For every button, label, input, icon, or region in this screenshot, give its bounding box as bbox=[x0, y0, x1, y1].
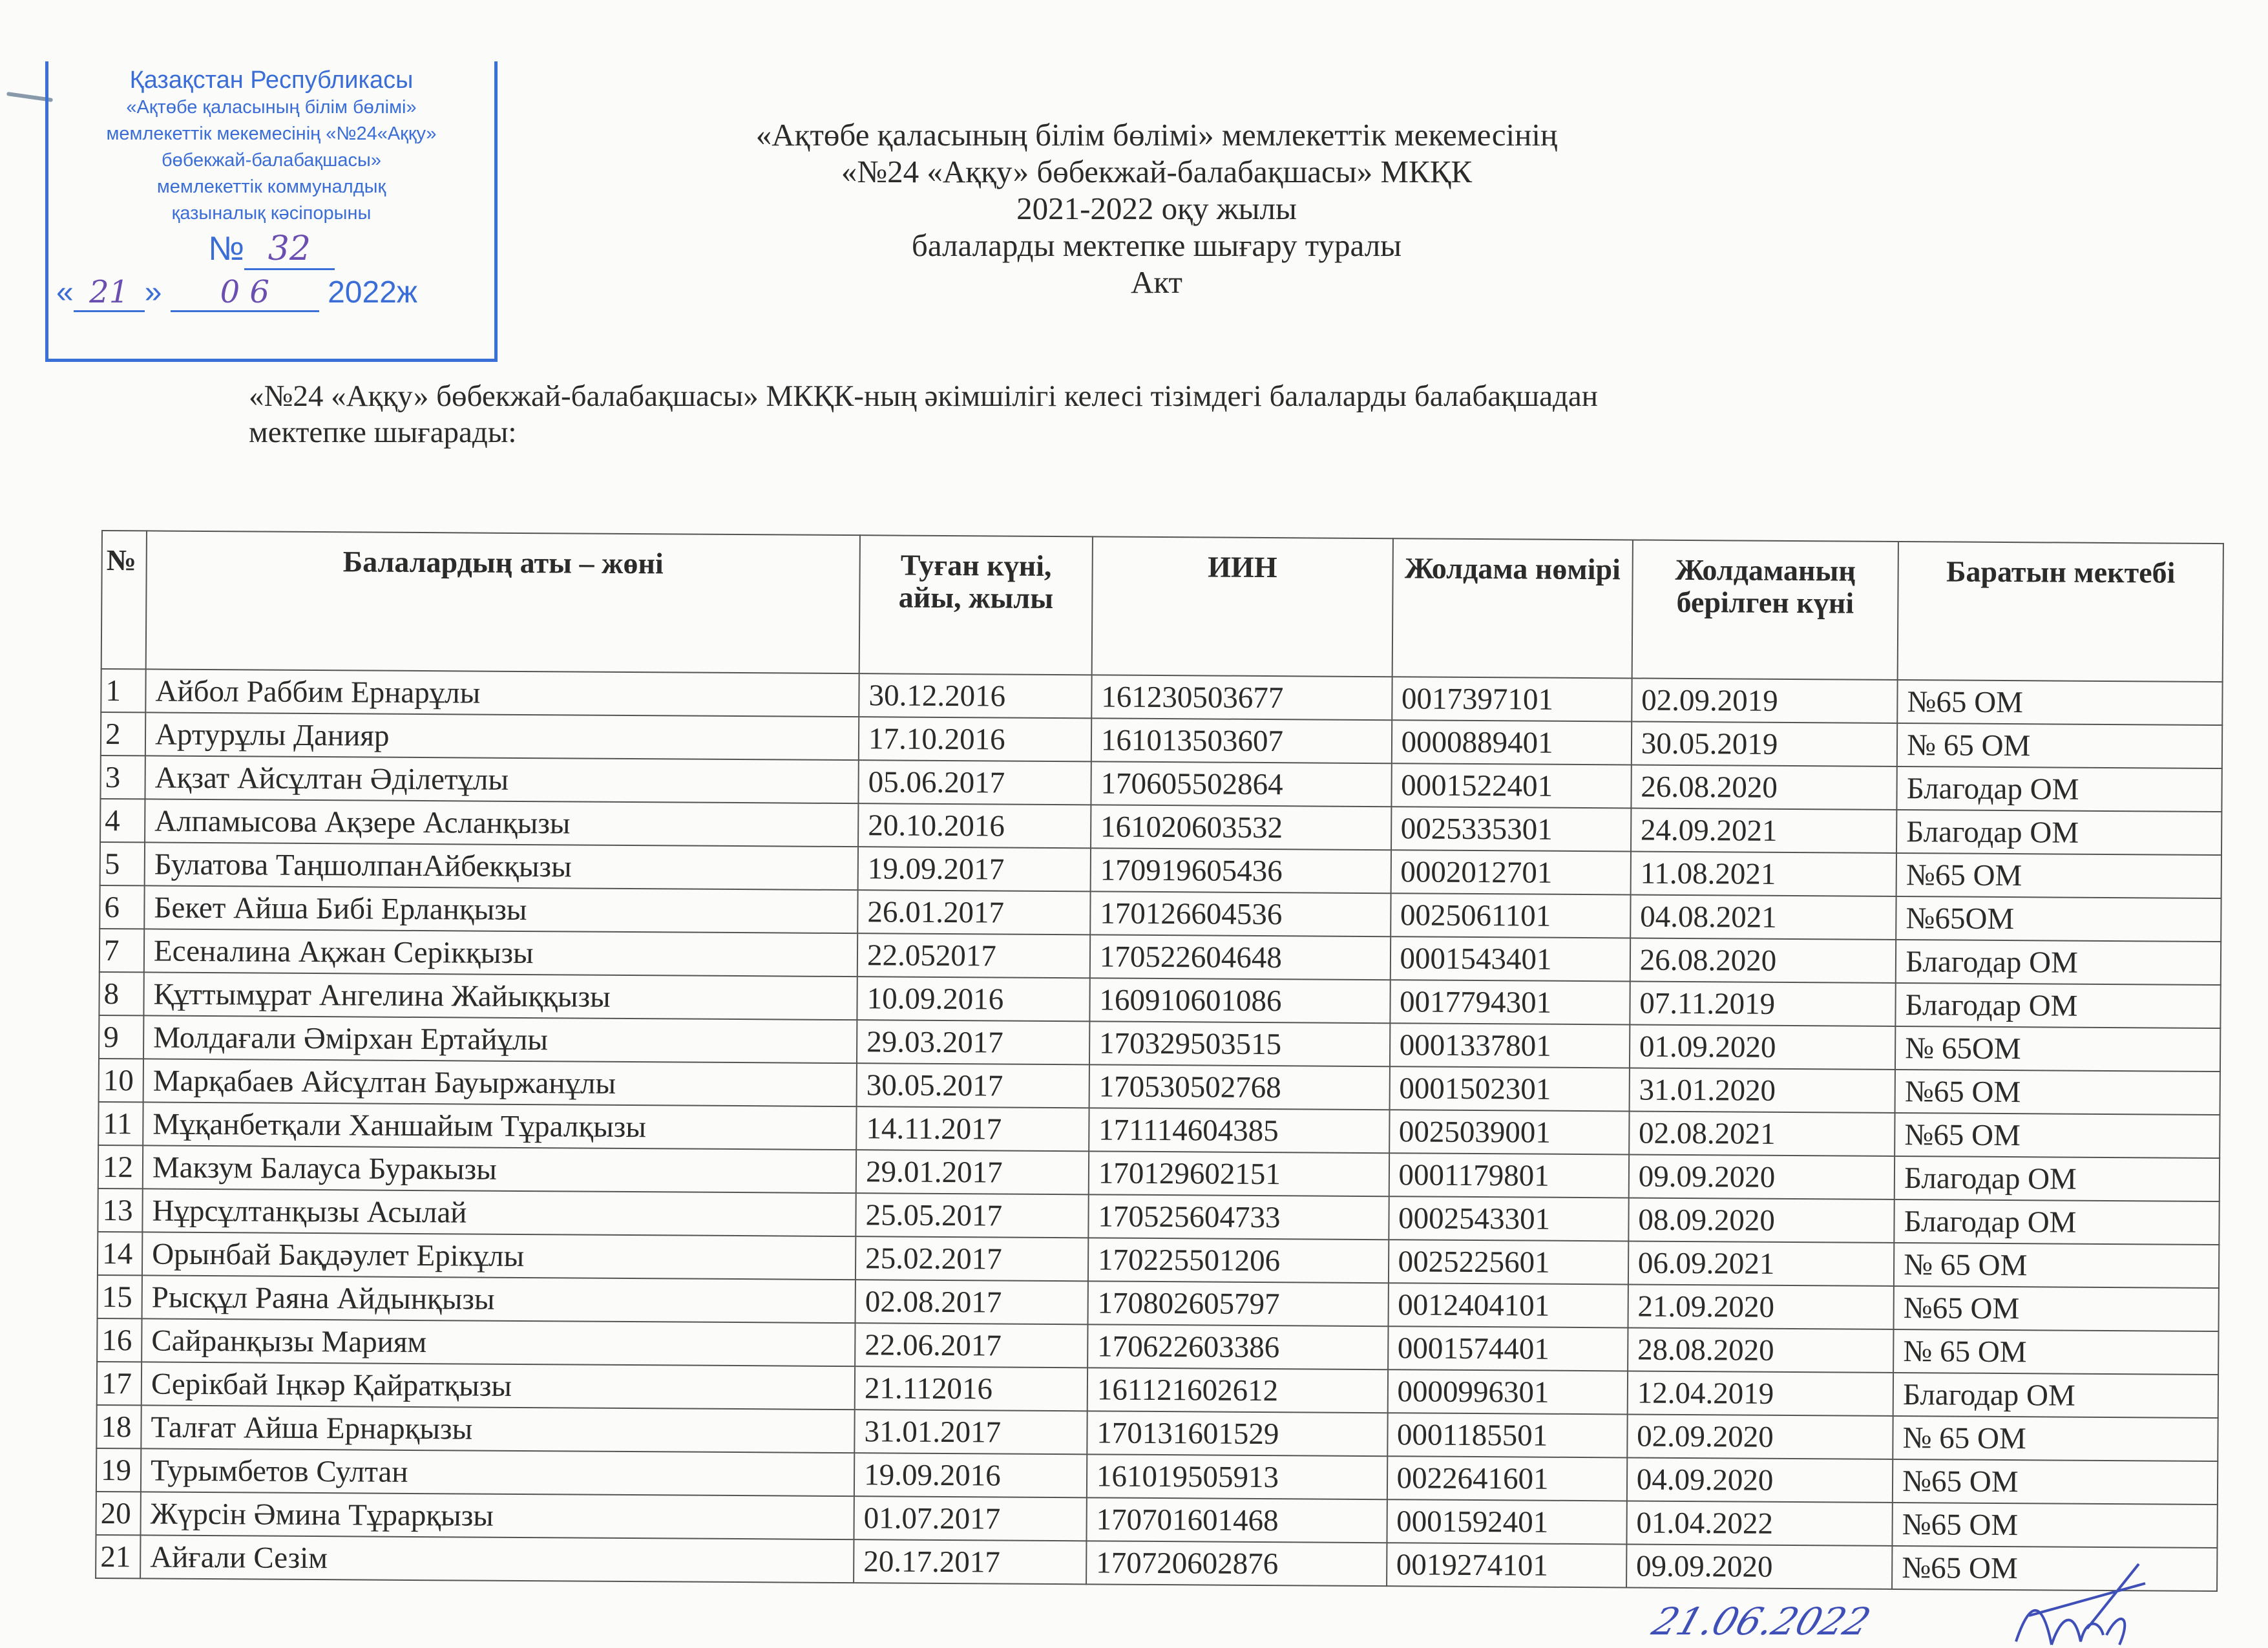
stamp-date-year: 2022ж bbox=[328, 275, 417, 310]
school-cell: Благодар ОМ bbox=[1893, 1373, 2218, 1418]
birth-date-cell: 20.10.2016 bbox=[858, 803, 1091, 848]
referral-number-cell: 0012404101 bbox=[1388, 1283, 1628, 1327]
referral-date-cell: 12.04.2019 bbox=[1627, 1371, 1893, 1416]
referral-number-cell: 0025061101 bbox=[1391, 893, 1631, 938]
child-name-cell: Жүрсін Әмина Тұрарқызы bbox=[140, 1492, 854, 1539]
referral-date-cell: 01.09.2020 bbox=[1630, 1024, 1896, 1070]
referral-date-cell: 04.09.2020 bbox=[1627, 1457, 1893, 1503]
stamp-line: қазыналық кәсіпорыны bbox=[171, 203, 372, 224]
col-header-number: № bbox=[101, 531, 147, 669]
iin-cell: 170126604536 bbox=[1090, 891, 1391, 936]
referral-date-cell: 30.05.2019 bbox=[1632, 721, 1898, 766]
header-line-3: 2021-2022 оқу жылы bbox=[1016, 191, 1297, 226]
referral-number-cell: 0001543401 bbox=[1390, 936, 1630, 981]
child-name-cell: Артурұлы Данияр bbox=[145, 712, 859, 760]
birth-date-cell: 22.06.2017 bbox=[855, 1323, 1087, 1368]
birth-date-cell: 29.01.2017 bbox=[856, 1150, 1089, 1194]
school-cell: Благодар ОМ bbox=[1896, 940, 2221, 985]
child-name-cell: Айбол Раббим Ернарұлы bbox=[145, 669, 859, 717]
school-cell: №65 ОМ bbox=[1895, 1070, 2220, 1115]
referral-number-cell: 0022641601 bbox=[1387, 1456, 1627, 1501]
referral-number-cell: 0001592401 bbox=[1387, 1499, 1627, 1544]
row-number-cell: 4 bbox=[100, 799, 145, 842]
stamp-number-label: № bbox=[208, 230, 244, 268]
referral-number-cell: 0001337801 bbox=[1389, 1023, 1630, 1068]
iin-cell: 170129602151 bbox=[1089, 1151, 1389, 1196]
handwritten-signature bbox=[1990, 1538, 2152, 1648]
col-header-school: Баратын мектебі bbox=[1898, 542, 2223, 682]
birth-date-cell: 20.17.2017 bbox=[854, 1539, 1086, 1584]
iin-cell: 170701601468 bbox=[1086, 1497, 1387, 1543]
child-name-cell: Есеналина Ақжан Серікқызы bbox=[144, 929, 857, 977]
row-number-cell: 11 bbox=[98, 1102, 143, 1145]
signature-date: 21.06.2022 bbox=[1646, 1600, 1876, 1643]
school-cell: №65 ОМ bbox=[1893, 1459, 2218, 1505]
referral-date-cell: 02.08.2021 bbox=[1629, 1111, 1895, 1156]
iin-cell: 170605502864 bbox=[1091, 761, 1391, 807]
row-number-cell: 20 bbox=[96, 1492, 141, 1535]
stamp-line: бөбекжай-балабақшасы» bbox=[162, 150, 381, 171]
referral-date-cell: 26.08.2020 bbox=[1631, 765, 1897, 810]
iin-cell: 170329503515 bbox=[1089, 1021, 1390, 1066]
col-header-birthdate: Туған күні, айы, жылы bbox=[859, 535, 1093, 675]
birth-date-cell: 10.09.2016 bbox=[857, 977, 1089, 1021]
iin-cell: 171114604385 bbox=[1089, 1108, 1389, 1153]
school-cell: № 65 ОМ bbox=[1897, 723, 2222, 768]
school-cell: № 65ОМ bbox=[1895, 1026, 2220, 1072]
iin-cell: 161230503677 bbox=[1091, 675, 1392, 720]
iin-cell: 170131601529 bbox=[1087, 1411, 1387, 1456]
referral-number-cell: 0002543301 bbox=[1389, 1196, 1629, 1241]
child-name-cell: Орынбай Бақдәулет Ерікұлы bbox=[142, 1232, 856, 1280]
referral-number-cell: 0001574401 bbox=[1388, 1326, 1628, 1371]
referral-date-cell: 02.09.2020 bbox=[1627, 1414, 1893, 1459]
row-number-cell: 12 bbox=[98, 1145, 143, 1188]
stamp-date-row bbox=[48, 274, 494, 312]
referral-date-cell: 21.09.2020 bbox=[1628, 1284, 1894, 1329]
referral-number-cell: 0001185501 bbox=[1387, 1413, 1628, 1457]
table-header-row bbox=[101, 531, 2223, 682]
birth-date-cell: 29.03.2017 bbox=[857, 1020, 1089, 1064]
row-number-cell: 17 bbox=[97, 1362, 142, 1405]
referral-number-cell: 0001502301 bbox=[1389, 1066, 1630, 1111]
referral-date-cell: 06.09.2021 bbox=[1628, 1241, 1895, 1286]
referral-number-cell: 0001522401 bbox=[1391, 763, 1632, 808]
row-number-cell: 6 bbox=[100, 885, 144, 929]
child-name-cell: Макзум Балауса Буракызы bbox=[143, 1145, 856, 1193]
col-header-iin: ИИН bbox=[1092, 536, 1393, 677]
birth-date-cell: 19.09.2016 bbox=[854, 1453, 1087, 1497]
child-name-cell: Молдағали Әмірхан Ертайұлы bbox=[143, 1015, 857, 1063]
document-header bbox=[620, 116, 1693, 301]
iin-cell: 170622603386 bbox=[1087, 1324, 1388, 1369]
referral-number-cell: 0019274101 bbox=[1387, 1543, 1627, 1587]
referral-date-cell: 28.08.2020 bbox=[1628, 1327, 1894, 1373]
stamp-line: Қазақстан Республикасы bbox=[129, 67, 414, 94]
birth-date-cell: 17.10.2016 bbox=[859, 717, 1091, 761]
birth-date-cell: 01.07.2017 bbox=[854, 1496, 1087, 1541]
school-cell: № 65 ОМ bbox=[1894, 1243, 2219, 1288]
stamp-date-close: » bbox=[144, 275, 162, 310]
referral-number-cell: 0017794301 bbox=[1390, 980, 1630, 1024]
school-cell: №65 ОМ bbox=[1897, 680, 2222, 725]
referral-number-cell: 0025225601 bbox=[1388, 1240, 1628, 1284]
stamp-number: 32 bbox=[244, 229, 335, 270]
row-number-cell: 15 bbox=[98, 1275, 142, 1318]
row-number-cell: 8 bbox=[99, 972, 143, 1015]
intro-paragraph bbox=[249, 378, 1993, 450]
school-cell: Благодар ОМ bbox=[1896, 810, 2221, 855]
stamp-date-open: « bbox=[56, 275, 74, 310]
school-cell: №65 ОМ bbox=[1893, 1503, 2218, 1548]
child-name-cell: Серікбай Іңкәр Қайратқызы bbox=[142, 1362, 855, 1410]
iin-cell: 161013503607 bbox=[1091, 718, 1392, 763]
school-cell: Благодар ОМ bbox=[1895, 1199, 2220, 1245]
iin-cell: 161020603532 bbox=[1091, 805, 1391, 850]
stamp-line: мемлекеттік мекемесінің «№24«Аққу» bbox=[106, 123, 437, 144]
child-name-cell: Сайранқызы Мариям bbox=[142, 1318, 855, 1366]
iin-cell: 170530502768 bbox=[1089, 1064, 1389, 1110]
birth-date-cell: 21.112016 bbox=[855, 1366, 1087, 1411]
official-stamp bbox=[45, 61, 498, 362]
intro-line-1: «№24 «Аққу» бөбекжай-балабақшасы» МКҚК-ның әкімшілігі келесі тізімдегі балаларды балабақшадан bbox=[249, 379, 1598, 413]
referral-date-cell: 01.04.2022 bbox=[1626, 1501, 1893, 1546]
row-number-cell: 16 bbox=[97, 1318, 142, 1362]
referral-date-cell: 02.09.2019 bbox=[1632, 678, 1898, 723]
iin-cell: 170919605436 bbox=[1091, 848, 1391, 893]
stamp-line: «Ақтөбе қаласының білім бөлімі» bbox=[126, 97, 417, 118]
birth-date-cell: 22.052017 bbox=[857, 933, 1090, 978]
referral-number-cell: 0017397101 bbox=[1392, 677, 1632, 721]
child-name-cell: Құттымұрат Ангелина Жайыққызы bbox=[143, 972, 857, 1020]
school-cell: №65 ОМ bbox=[1895, 1113, 2220, 1158]
row-number-cell: 13 bbox=[98, 1188, 142, 1232]
row-number-cell: 9 bbox=[99, 1015, 143, 1059]
stamp-date-day: 21 bbox=[74, 274, 145, 312]
document-title: Акт bbox=[1131, 264, 1182, 300]
referral-date-cell: 08.09.2020 bbox=[1628, 1198, 1895, 1243]
row-number-cell: 1 bbox=[101, 669, 145, 712]
stamp-number-row bbox=[48, 229, 494, 270]
school-cell: №65 ОМ bbox=[1894, 1286, 2219, 1331]
birth-date-cell: 19.09.2017 bbox=[858, 847, 1091, 891]
birth-date-cell: 05.06.2017 bbox=[859, 760, 1091, 805]
referral-number-cell: 0025039001 bbox=[1389, 1110, 1630, 1154]
school-cell: №65 ОМ bbox=[1892, 1546, 2217, 1591]
iin-cell: 170522604648 bbox=[1090, 935, 1391, 980]
iin-cell: 161121602612 bbox=[1087, 1368, 1388, 1413]
referral-date-cell: 31.01.2020 bbox=[1629, 1068, 1895, 1113]
row-number-cell: 3 bbox=[100, 755, 145, 799]
stamp-line: мемлекеттік коммуналдық bbox=[156, 176, 386, 197]
referral-date-cell: 24.09.2021 bbox=[1631, 808, 1897, 853]
birth-date-cell: 25.05.2017 bbox=[856, 1193, 1088, 1238]
school-cell: № 65 ОМ bbox=[1893, 1329, 2218, 1375]
iin-cell: 170720602876 bbox=[1086, 1541, 1387, 1586]
header-line-1: «Ақтөбе қаласының білім бөлімі» мемлекеттік мекемесінің bbox=[755, 117, 1558, 153]
col-header-name: Балалардың аты – жөні bbox=[146, 531, 860, 673]
referral-date-cell: 09.09.2020 bbox=[1629, 1154, 1895, 1199]
school-cell: Благодар ОМ bbox=[1896, 983, 2221, 1028]
birth-date-cell: 30.12.2016 bbox=[859, 673, 1091, 718]
row-number-cell: 5 bbox=[100, 842, 145, 885]
birth-date-cell: 25.02.2017 bbox=[856, 1236, 1088, 1281]
referral-date-cell: 07.11.2019 bbox=[1630, 981, 1896, 1026]
child-name-cell: Алпамысова Ақзере Асланқызы bbox=[145, 799, 858, 847]
birth-date-cell: 02.08.2017 bbox=[856, 1280, 1088, 1324]
iin-cell: 170525604733 bbox=[1088, 1194, 1389, 1240]
row-number-cell: 10 bbox=[99, 1059, 143, 1102]
row-number-cell: 7 bbox=[100, 929, 144, 972]
row-number-cell: 18 bbox=[96, 1405, 141, 1448]
referral-number-cell: 0001179801 bbox=[1389, 1153, 1629, 1198]
header-line-4: балаларды мектепке шығару туралы bbox=[911, 227, 1402, 263]
child-name-cell: Турымбетов Султан bbox=[141, 1448, 854, 1496]
birth-date-cell: 30.05.2017 bbox=[857, 1063, 1089, 1108]
child-name-cell: Ақзат Айсұлтан Әділетұлы bbox=[145, 755, 858, 803]
row-number-cell: 19 bbox=[96, 1448, 141, 1492]
school-cell: №65ОМ bbox=[1896, 896, 2221, 942]
referral-date-cell: 26.08.2020 bbox=[1630, 938, 1896, 983]
referral-number-cell: 0000996301 bbox=[1387, 1369, 1628, 1414]
referral-number-cell: 0025335301 bbox=[1391, 807, 1632, 851]
birth-date-cell: 31.01.2017 bbox=[854, 1410, 1087, 1454]
school-cell: №65 ОМ bbox=[1896, 853, 2221, 898]
iin-cell: 160910601086 bbox=[1089, 978, 1390, 1023]
iin-cell: 161019505913 bbox=[1087, 1454, 1387, 1499]
intro-line-2: мектепке шығарады: bbox=[249, 416, 517, 449]
row-number-cell: 21 bbox=[96, 1535, 140, 1578]
child-name-cell: Рысқұл Раяна Айдынқызы bbox=[142, 1275, 856, 1323]
col-header-referral-number: Жолдама нөмірі bbox=[1392, 538, 1633, 678]
children-table bbox=[95, 530, 2224, 1592]
child-name-cell: Булатова ТаңшолпанАйбекқызы bbox=[145, 842, 858, 890]
stamp-date-month: 0 6 bbox=[171, 274, 319, 312]
child-name-cell: Айғали Сезім bbox=[140, 1535, 854, 1583]
header-line-2: «№24 «Аққу» бөбекжай-балабақшасы» МКҚК bbox=[841, 154, 1473, 189]
iin-cell: 170225501206 bbox=[1088, 1238, 1389, 1283]
referral-date-cell: 09.09.2020 bbox=[1626, 1544, 1893, 1589]
iin-cell: 170802605797 bbox=[1087, 1281, 1388, 1326]
referral-date-cell: 11.08.2021 bbox=[1630, 851, 1896, 896]
referral-date-cell: 04.08.2021 bbox=[1630, 894, 1896, 940]
school-cell: Благодар ОМ bbox=[1895, 1156, 2220, 1201]
school-cell: Благодар ОМ bbox=[1897, 766, 2222, 812]
birth-date-cell: 26.01.2017 bbox=[857, 890, 1090, 935]
child-name-cell: Бекет Айша Бибі Ерланқызы bbox=[144, 885, 857, 933]
child-name-cell: Талғат Айша Ернарқызы bbox=[141, 1405, 854, 1453]
row-number-cell: 14 bbox=[98, 1232, 142, 1275]
col-header-referral-date: Жолдаманың берілген күні bbox=[1632, 540, 1898, 680]
child-name-cell: Марқабаев Айсұлтан Бауыржанұлы bbox=[143, 1059, 857, 1106]
child-name-cell: Нұрсұлтанқызы Асылай bbox=[142, 1188, 856, 1236]
referral-number-cell: 0002012701 bbox=[1391, 850, 1631, 894]
referral-number-cell: 0000889401 bbox=[1391, 720, 1632, 765]
school-cell: № 65 ОМ bbox=[1893, 1416, 2218, 1461]
row-number-cell: 2 bbox=[101, 712, 145, 755]
birth-date-cell: 14.11.2017 bbox=[856, 1106, 1089, 1151]
child-name-cell: Мұқанбетқали Ханшайым Тұралқызы bbox=[143, 1102, 856, 1150]
